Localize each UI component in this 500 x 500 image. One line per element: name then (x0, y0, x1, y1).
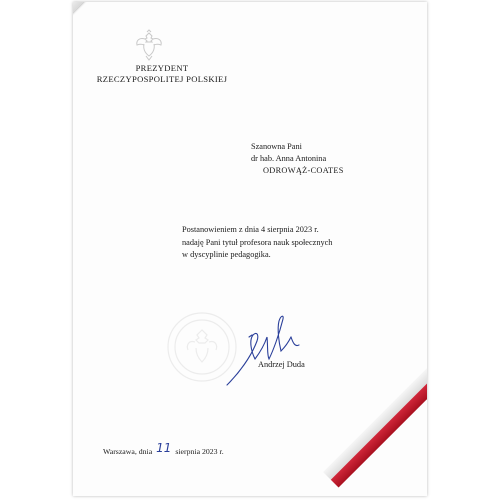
national-ribbon (323, 302, 427, 487)
decision-line-3: w dyscyplinie pedagogika. (182, 250, 271, 259)
decision-line-2: nadaję Pani tytuł profesora nauk społecznych (182, 237, 333, 247)
place-and-date (103, 443, 224, 457)
place-date-suffix: sierpnia 2023 r. (175, 447, 224, 456)
letter-sheet (73, 2, 427, 496)
polish-eagle-emblem-icon (134, 29, 164, 63)
office-header (87, 63, 237, 85)
addressee-title-name: dr hab. Anna Antonina (251, 154, 327, 163)
place-date-prefix: Warszawa, dnia (103, 447, 153, 456)
addressee-block (251, 141, 401, 177)
ribbon-white-stripe (323, 302, 427, 479)
decision-text (182, 224, 402, 262)
header-line-1: PREZYDENT (135, 63, 189, 73)
corner-ribbon-top-left (73, 2, 143, 27)
addressee-surname: ODROWĄŻ-COATES (263, 166, 344, 175)
header-line-2: RZECZYPOSPOLITEJ POLSKIEJ (96, 74, 228, 84)
salutation: Szanowna Pani (251, 142, 302, 151)
handwritten-signature-icon (221, 307, 311, 387)
decision-line-1: Postanowieniem z dnia 4 sierpnia 2023 r. (182, 225, 319, 234)
signer-name: Andrzej Duda (258, 360, 305, 369)
handwritten-day: 11 (156, 441, 172, 455)
